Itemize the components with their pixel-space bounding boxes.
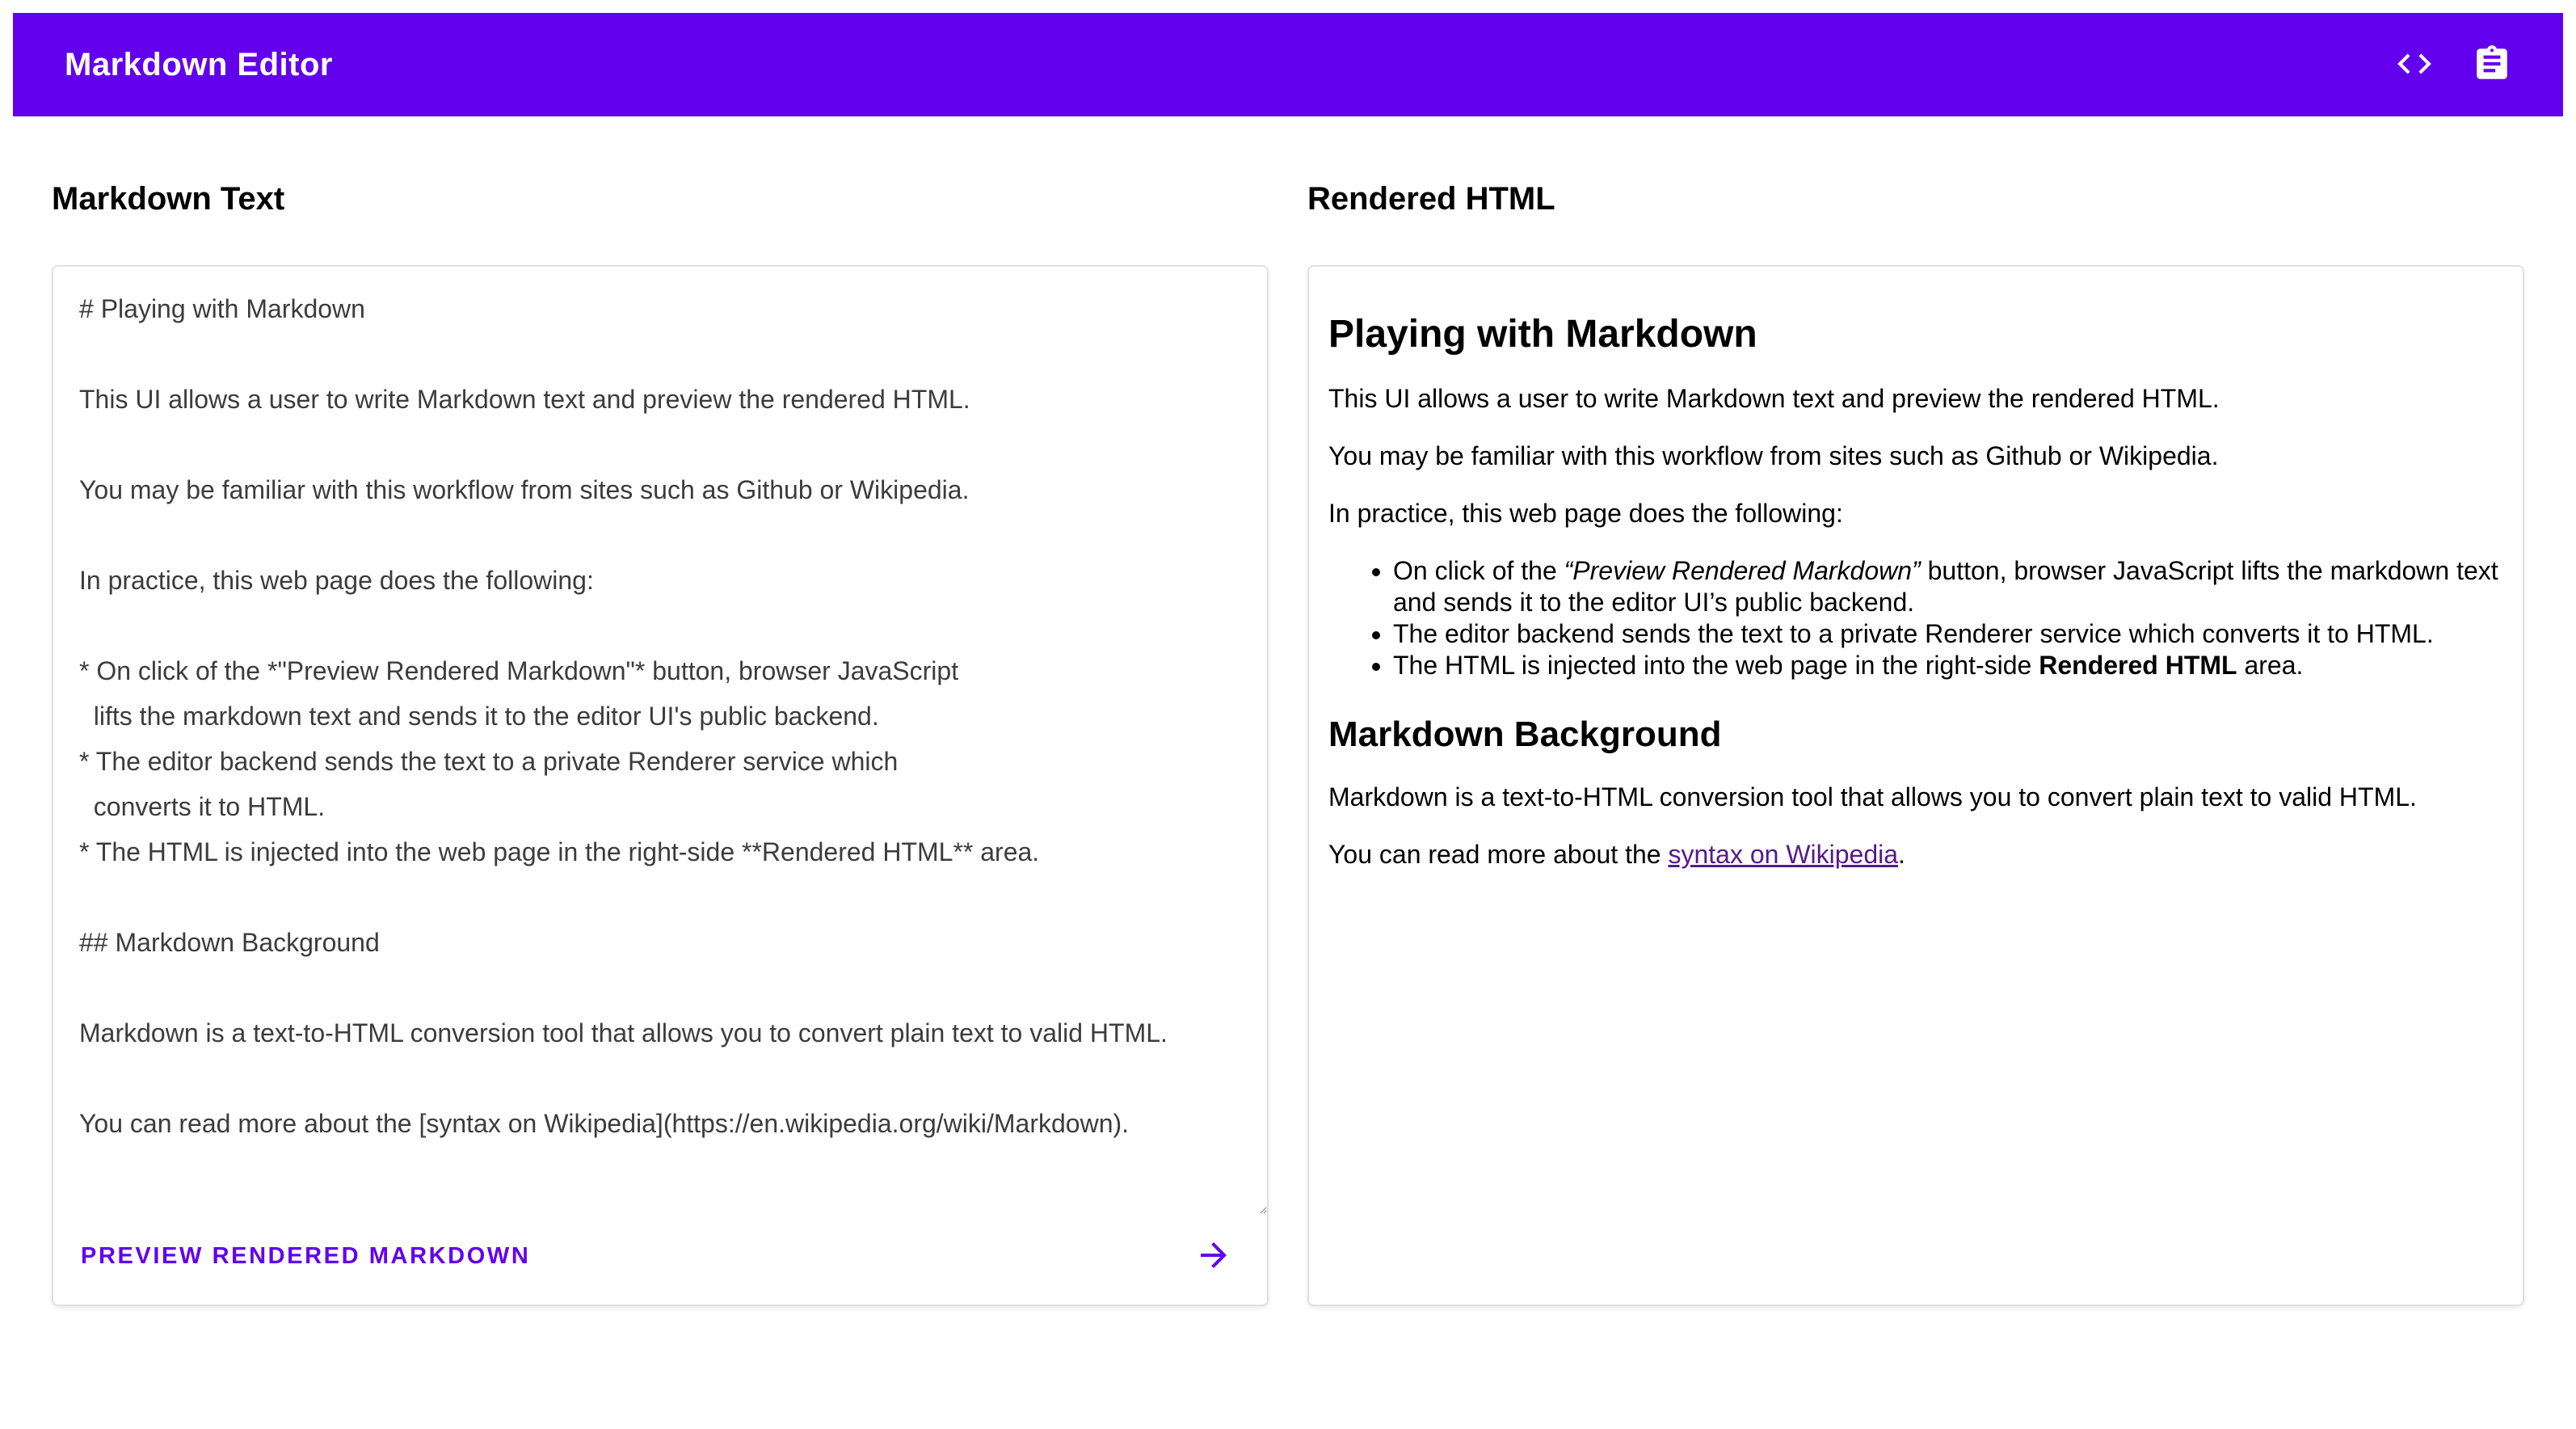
list-item-text: button, browser JavaScript lifts the markdown text and sends it to the editor UI’s public backend.: [1393, 556, 2498, 617]
rendered-paragraph: [1328, 839, 2500, 870]
list-item-text: The editor backend sends the text to a private Renderer service which converts it to HTML.: [1393, 619, 2434, 648]
clipboard-button[interactable]: [2453, 26, 2531, 103]
rendered-list: [1328, 555, 2500, 681]
list-item-text: On click of the: [1393, 556, 1564, 585]
list-item-italic-text: “Preview Rendered Markdown”: [1564, 556, 1921, 585]
rendered-paragraph: Markdown is a text-to-HTML conversion tool that allows you to convert plain text to valid HTML.: [1328, 782, 2417, 811]
editor-actions: [53, 1214, 1267, 1305]
app-title: Markdown Editor: [65, 46, 333, 82]
rendered-html-content: [1309, 267, 2523, 922]
rendered-html-heading: Rendered HTML: [1307, 181, 1555, 217]
preview-submit-arrow-button[interactable]: [1188, 1230, 1240, 1282]
code-icon: [2394, 44, 2435, 86]
markdown-input[interactable]: [53, 267, 1267, 1214]
list-item-text: The HTML is injected into the web page in the right-side: [1393, 651, 2039, 680]
markdown-text-heading: Markdown Text: [52, 181, 285, 217]
rendered-paragraph: In practice, this web page does the following:: [1328, 499, 1843, 528]
rendered-html-panel: [1307, 265, 2524, 1306]
markdown-editor-card: [52, 265, 1269, 1306]
list-item-bold-text: Rendered HTML: [2039, 651, 2237, 680]
code-button[interactable]: [2376, 26, 2453, 103]
rendered-paragraph: This UI allows a user to write Markdown text and preview the rendered HTML.: [1328, 384, 2220, 413]
rendered-h2: Markdown Background: [1328, 714, 1722, 754]
preview-rendered-markdown-button[interactable]: PREVIEW RENDERED MARKDOWN: [81, 1242, 531, 1269]
app-header: [13, 13, 2563, 116]
paragraph-text: You can read more about the: [1328, 840, 1669, 869]
rendered-h1: Playing with Markdown: [1328, 313, 1757, 356]
clipboard-icon: [2472, 44, 2512, 86]
list-item: [1393, 650, 2500, 681]
rendered-html-section: [1307, 178, 2524, 1306]
content: [13, 116, 2563, 1306]
arrow-forward-icon: [1194, 1236, 1233, 1277]
markdown-text-section: [52, 178, 1269, 1306]
syntax-wikipedia-link[interactable]: syntax on Wikipedia: [1668, 840, 1899, 869]
paragraph-text: .: [1898, 840, 1905, 869]
list-item: [1393, 618, 2500, 650]
list-item: [1393, 555, 2500, 618]
rendered-paragraph: You may be familiar with this workflow from sites such as Github or Wikipedia.: [1328, 441, 2219, 470]
list-item-text: area.: [2237, 651, 2304, 680]
